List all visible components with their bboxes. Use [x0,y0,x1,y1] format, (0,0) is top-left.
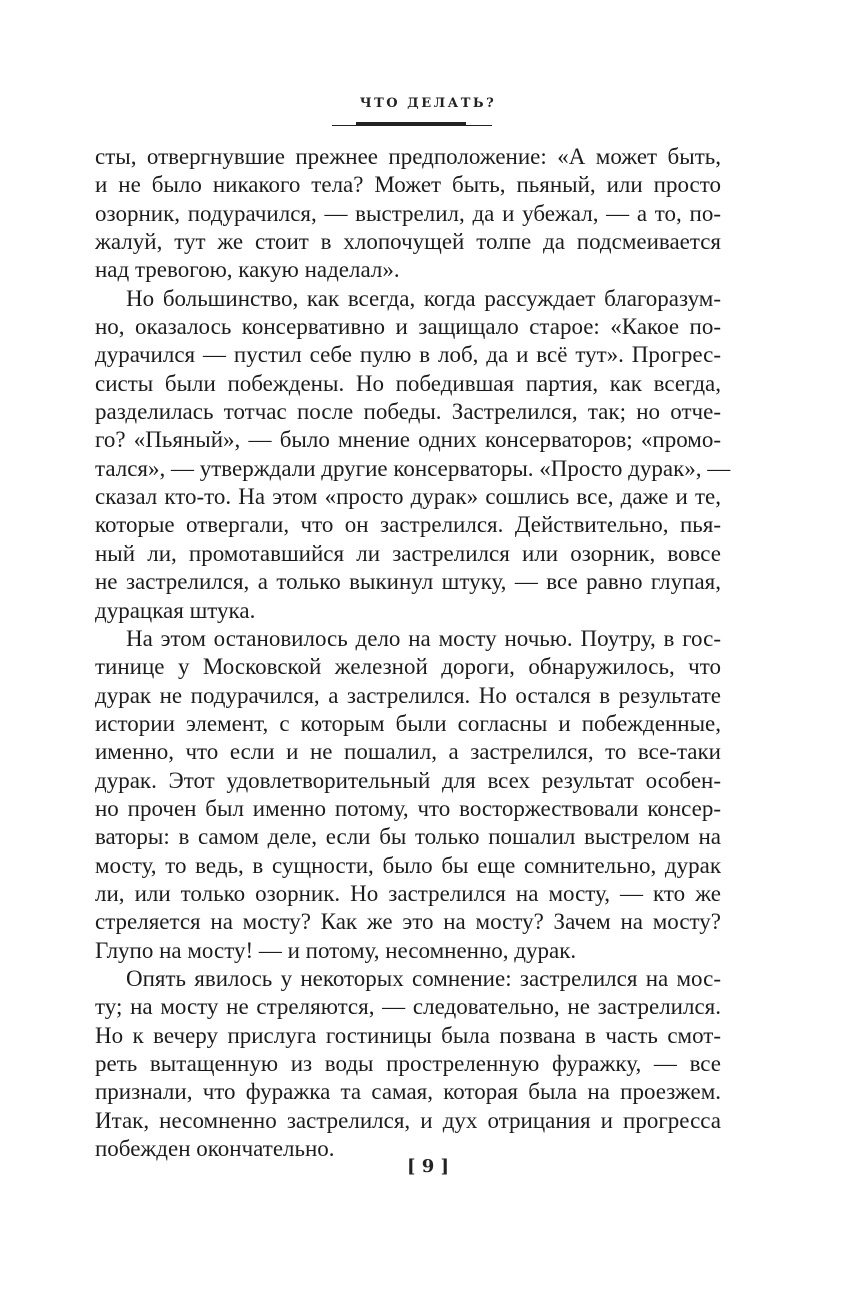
text-line: сты, отвергнувшие прежнее предположение: «А может быть, [95,144,721,169]
running-head: ЧТО ДЕЛАТЬ? [359,96,497,111]
text-line: но прочен был именно потому, что восторжествовали консер- [95,795,721,821]
page-number: [ 9 ] [406,1156,450,1177]
text-line: и не было никакого тела? Может быть, пьяный, или просто [95,172,721,198]
text-line: тался», — утверждали другие консерваторы. «Просто дурак», — [95,455,731,481]
paragraph [95,625,721,965]
text-line: над тревогою, какую наделал». [95,257,400,283]
text-line: дурак. Этот удовлетворительный для всех результат особен- [95,767,721,793]
text-line: ту; на мосту не стреляются, — следовательно, не застрелился. [95,994,721,1020]
text-line: Глупо на мосту! — и потому, несомненно, дурак. [95,937,577,963]
text-line: дурак не подурачился, а застрелился. Но остался в результате [95,682,721,708]
body-text [95,143,731,1163]
text-line: реть вытащенную из воды простреленную фуражку, — все [95,1051,721,1076]
text-line: Но большинство, как всегда, когда рассуждает благоразум- [126,285,721,311]
text-line: тинице у Московской железной дороги, обнаружилось, что [95,654,721,680]
text-line: На этом остановилось дело на мосту ночью. Поутру, в гос- [126,625,721,651]
text-line: сказал кто-то. На этом «просто дурак» сошлись все, даже и те, [95,484,721,510]
text-line: но, оказалось консервативно и защищало старое: «Какое по- [95,314,721,340]
paragraph [95,143,721,285]
paragraph [95,965,721,1163]
text-line: признали, что фуражка та самая, которая была на проезжем. [95,1079,721,1105]
text-line: систы были побеждены. Но победившая партия, как всегда, [95,370,721,396]
text-line: дурацкая штука. [95,597,256,623]
text-line: дурачился — пустил себе пулю в лоб, да и всё тут». Прогрес- [95,342,721,368]
text-line: ваторы: в самом деле, если бы только пошалил выстрелом на [95,824,721,850]
text-line: жалуй, тут же стоит в хлопочущей толпе да подсмеивается [95,229,721,255]
text-line: ли, или только озорник. Но застрелился на мосту, — кто же [95,880,721,906]
header-rule-thick [356,122,466,126]
text-line: побежден окончательно. [95,1136,335,1162]
text-line: разделилась тотчас после победы. Застрелился, так; но отче- [95,399,721,425]
text-line: именно, что если и не пошалил, а застрелился, то все-таки [95,739,721,765]
text-line: которые отвергали, что он застрелился. Действительно, пья- [95,512,721,538]
text-line: Но к вечеру прислуга гостиницы была позвана в часть смот- [95,1022,721,1048]
text-line: ный ли, промотавшийся ли застрелился или озорник, вовсе [95,540,721,566]
text-line: Опять явилось у некоторых сомнение: застрелился на мос- [126,965,721,991]
text-line: не застрелился, а только выкинул штуку, — все равно глупая, [95,569,721,595]
text-line: истории элемент, с которым были согласны и побежденные, [95,710,721,736]
text-line: стреляется на мосту? Как же это на мосту? Зачем на мосту? [95,909,721,935]
text-line: озорник, подурачился, — выстрелил, да и убежал, — а то, по- [95,200,721,226]
paragraph [95,285,731,625]
text-line: го? «Пьяный», — было мнение одних консерваторов; «промо- [95,427,721,453]
text-line: Итак, несомненно застрелился, и дух отрицания и прогресса [95,1107,721,1133]
text-line: мосту, то ведь, в сущности, было бы еще сомнительно, дурак [95,852,721,878]
